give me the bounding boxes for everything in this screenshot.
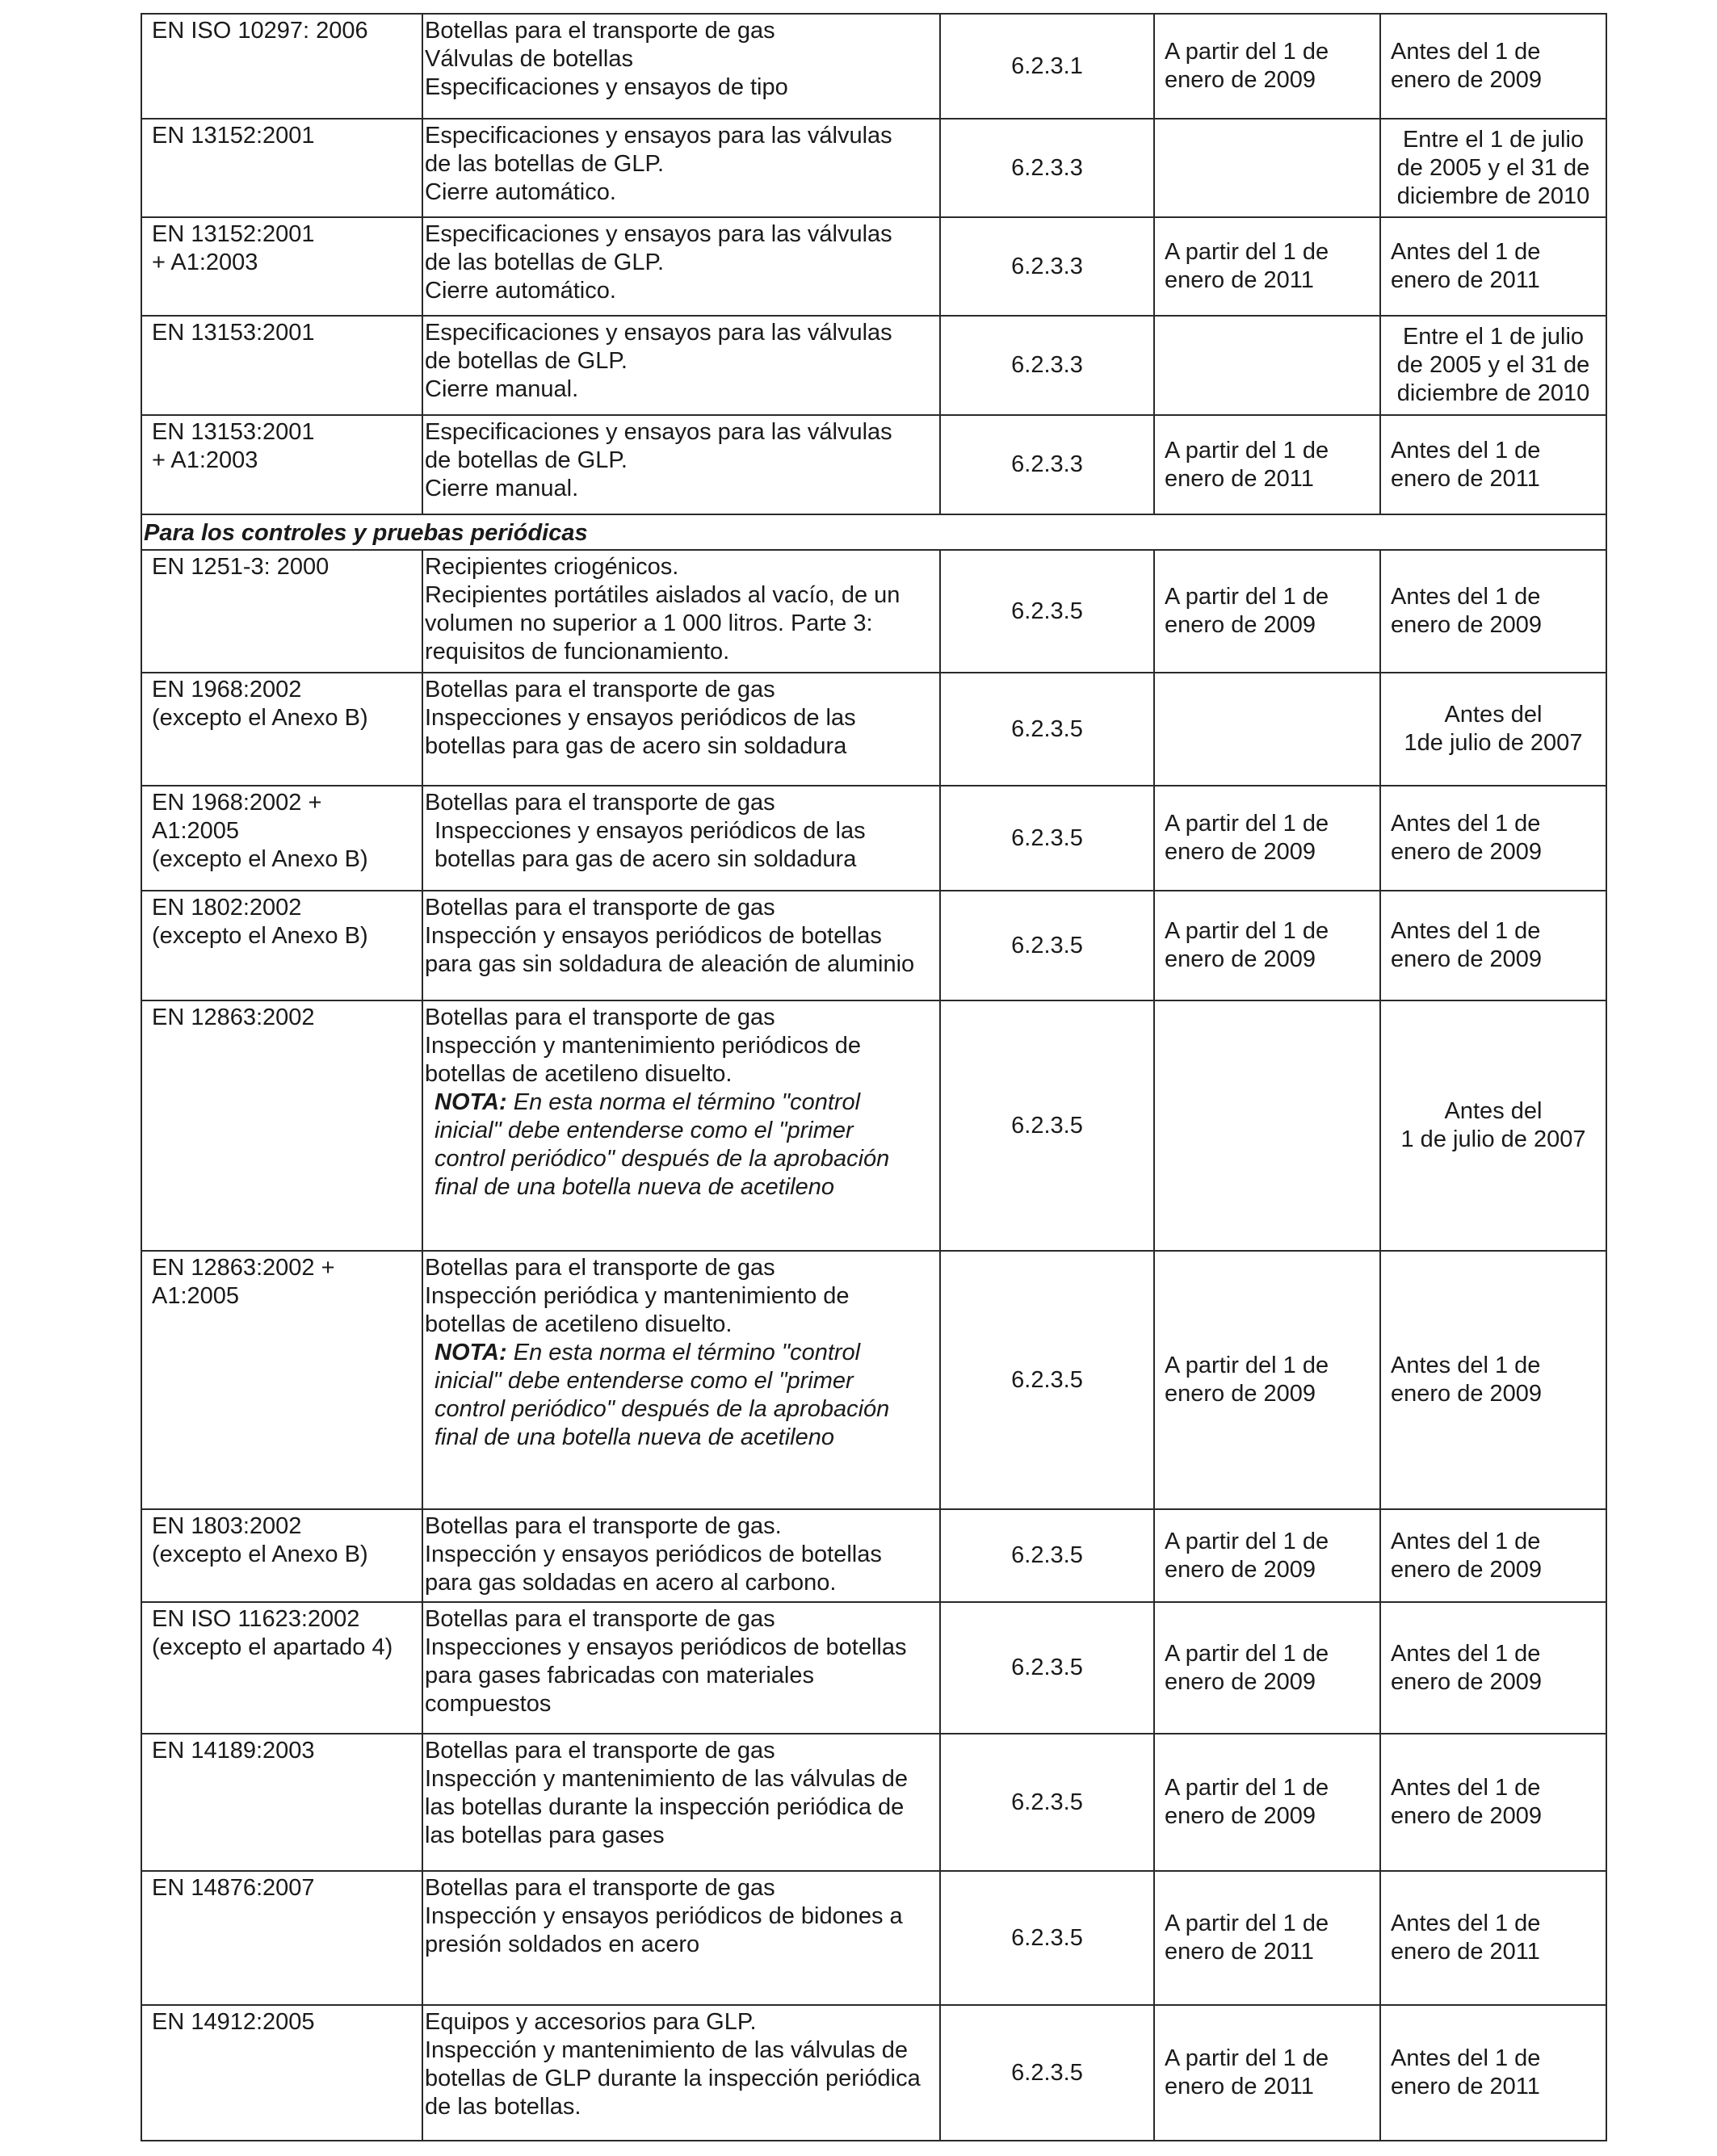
title-cell — [422, 891, 940, 1000]
title-line: Inspecciones y ensayos periódicos de botellas — [425, 1634, 907, 1660]
applicable-until-cell — [1380, 1251, 1606, 1509]
cell-line: A1:2005 — [152, 818, 240, 844]
table-row — [141, 550, 1606, 673]
title-line: Botellas para el transporte de gas — [425, 18, 775, 44]
standard-cell — [141, 1871, 422, 2005]
cell-line: A partir del 1 de — [1165, 918, 1329, 944]
applicable-from-cell — [1154, 1509, 1380, 1602]
standard-cell — [141, 2005, 422, 2141]
title-line: Botellas para el transporte de gas — [425, 1005, 775, 1030]
cell-line: + A1:2003 — [152, 250, 258, 275]
cell-line: EN 1968:2002 + — [152, 790, 322, 816]
section-heading: Para los controles y pruebas periódicas — [141, 514, 1606, 550]
table-row — [141, 673, 1606, 786]
title-line: Inspecciones y ensayos periódicos de las — [434, 818, 866, 844]
cell-line: EN 12863:2002 + — [152, 1255, 335, 1281]
title-line: Inspección y mantenimiento de las válvulas de — [425, 1766, 909, 1792]
table-row — [141, 119, 1606, 217]
note-label: NOTA: — [434, 1340, 507, 1365]
title-line: Especificaciones y ensayos para las válvulas — [425, 419, 892, 445]
title-line: Recipientes portátiles aislados al vacío, de un — [425, 582, 900, 608]
cell-line: de 2005 y el 31 de — [1396, 352, 1590, 378]
standard-cell — [141, 316, 422, 415]
cell-line: enero de 2009 — [1165, 1668, 1316, 1695]
title-line: Especificaciones y ensayos para las válvulas — [425, 221, 892, 247]
title-line: para gas sin soldadura de aleación de aluminio — [425, 951, 915, 977]
cell-line: Antes del — [1444, 702, 1543, 728]
standard-cell — [141, 550, 422, 673]
cell-line: A partir del 1 de — [1165, 39, 1329, 65]
cell-line: A partir del 1 de — [1165, 437, 1329, 463]
standard-cell — [141, 1602, 422, 1734]
cell-line: A partir del 1 de — [1165, 1640, 1329, 1667]
cell-line: A partir del 1 de — [1165, 584, 1329, 610]
cell-line: A partir del 1 de — [1165, 239, 1329, 265]
cell-line: EN 1802:2002 — [152, 895, 302, 921]
standard-cell — [141, 119, 422, 217]
applicable-until-cell — [1380, 1602, 1606, 1734]
title-line: Especificaciones y ensayos para las válvulas — [425, 123, 892, 149]
cell-line: diciembre de 2010 — [1396, 380, 1590, 406]
cell-line: enero de 2011 — [1391, 2074, 1540, 2099]
title-cell — [422, 217, 940, 316]
applicable-from-cell — [1154, 2005, 1380, 2141]
reference-cell: 6.2.3.5 — [940, 1602, 1154, 1734]
applicable-from-cell — [1154, 1251, 1380, 1509]
title-line: Inspección y ensayos periódicos de botellas — [425, 923, 882, 949]
cell-line: enero de 2009 — [1165, 1556, 1316, 1583]
table-row — [141, 217, 1606, 316]
title-line: botellas de acetileno disuelto. — [425, 1061, 733, 1087]
cell-line: enero de 2011 — [1165, 2074, 1314, 2099]
cell-line: Antes del 1 de — [1391, 39, 1541, 65]
title-line: Botellas para el transporte de gas — [425, 1606, 775, 1632]
cell-line: EN 12863:2002 — [152, 1005, 315, 1030]
cell-line: enero de 2009 — [1391, 839, 1543, 865]
table-row — [141, 415, 1606, 514]
reference-cell: 6.2.3.5 — [940, 1000, 1154, 1251]
reference-cell: 6.2.3.1 — [940, 14, 1154, 119]
cell-line: enero de 2009 — [1165, 612, 1316, 638]
note-line: inicial" debe entenderse como el "primer — [434, 1118, 854, 1143]
note-line — [425, 1088, 934, 1117]
table-body — [141, 14, 1606, 2141]
title-line: Inspección y ensayos periódicos de botellas — [425, 1541, 882, 1567]
note-line: control periódico" después de la aprobación — [434, 1146, 890, 1172]
note-line: control periódico" después de la aprobación — [434, 1396, 890, 1422]
cell-line: Antes del 1 de — [1391, 1640, 1541, 1667]
cell-line: (excepto el Anexo B) — [152, 1541, 368, 1567]
title-cell — [422, 14, 940, 119]
title-line: Especificaciones y ensayos de tipo — [425, 74, 788, 100]
cell-line: Antes del 1 de — [1391, 584, 1541, 610]
title-line: Cierre automático. — [425, 278, 616, 304]
cell-line: EN 13153:2001 — [152, 320, 315, 346]
cell-line: enero de 2009 — [1391, 1381, 1543, 1407]
applicable-from-cell — [1154, 1871, 1380, 2005]
title-line: botellas para gas de acero sin soldadura — [425, 733, 847, 759]
note-line: final de una botella nueva de acetileno — [434, 1174, 834, 1200]
cell-line: (excepto el Anexo B) — [152, 705, 368, 731]
title-cell — [422, 673, 940, 786]
title-line: Botellas para el transporte de gas — [425, 1875, 775, 1901]
reference-cell: 6.2.3.5 — [940, 786, 1154, 891]
cell-line: Antes del 1 de — [1391, 1353, 1541, 1378]
cell-line: enero de 2009 — [1165, 839, 1316, 865]
applicable-until-cell — [1380, 14, 1606, 119]
title-line: Botellas para el transporte de gas. — [425, 1513, 782, 1539]
reference-cell: 6.2.3.5 — [940, 1251, 1154, 1509]
standard-cell — [141, 1251, 422, 1509]
cell-line: EN 13153:2001 — [152, 419, 315, 445]
title-line: botellas de acetileno disuelto. — [425, 1311, 733, 1337]
title-cell — [422, 415, 940, 514]
reference-cell: 6.2.3.5 — [940, 891, 1154, 1000]
title-line: de las botellas de GLP. — [425, 151, 665, 177]
title-line: botellas de GLP durante la inspección periódica — [425, 2066, 921, 2091]
title-line: de botellas de GLP. — [425, 447, 628, 473]
reference-cell: 6.2.3.3 — [940, 316, 1154, 415]
table-row — [141, 1000, 1606, 1251]
reference-cell: 6.2.3.5 — [940, 2005, 1154, 2141]
title-line: Inspección y ensayos periódicos de bidones a — [425, 1903, 903, 1929]
cell-line: EN 1803:2002 — [152, 1513, 302, 1539]
title-cell — [422, 1509, 940, 1602]
cell-line: EN 1251-3: 2000 — [152, 554, 330, 580]
applicable-until-cell — [1380, 891, 1606, 1000]
applicable-until-cell — [1380, 1000, 1606, 1251]
title-line: compuestos — [425, 1691, 552, 1717]
title-cell — [422, 1251, 940, 1509]
note-line: inicial" debe entenderse como el "primer — [434, 1368, 854, 1394]
cell-line: enero de 2009 — [1165, 67, 1316, 93]
cell-line: Antes del 1 de — [1391, 239, 1541, 265]
cell-line: (excepto el Anexo B) — [152, 923, 368, 949]
title-line: las botellas para gases — [425, 1823, 665, 1848]
title-line: Válvulas de botellas — [425, 46, 633, 72]
standard-cell — [141, 1509, 422, 1602]
title-cell — [422, 1871, 940, 2005]
applicable-until-cell — [1380, 217, 1606, 316]
applicable-from-cell — [1154, 415, 1380, 514]
cell-line: enero de 2009 — [1165, 1803, 1316, 1829]
note-label: NOTA: — [434, 1089, 507, 1115]
applicable-from-cell — [1154, 550, 1380, 673]
title-cell — [422, 786, 940, 891]
cell-line: A partir del 1 de — [1165, 811, 1329, 837]
cell-line: enero de 2009 — [1165, 1381, 1316, 1407]
cell-line: Antes del 1 de — [1391, 1775, 1541, 1801]
cell-line: EN 13152:2001 — [152, 123, 315, 149]
cell-line: enero de 2011 — [1391, 465, 1540, 492]
standard-cell — [141, 1734, 422, 1871]
applicable-until-cell — [1380, 1871, 1606, 2005]
cell-line: Antes del 1 de — [1391, 2045, 1541, 2071]
applicable-from-cell — [1154, 891, 1380, 1000]
title-line: botellas para gas de acero sin soldadura — [434, 846, 857, 872]
cell-line: enero de 2011 — [1391, 1939, 1540, 1965]
applicable-until-cell — [1380, 415, 1606, 514]
applicable-until-cell — [1380, 316, 1606, 415]
applicable-until-cell — [1380, 786, 1606, 891]
title-line: presión soldados en acero — [425, 1932, 700, 1957]
table-row — [141, 2005, 1606, 2141]
standard-cell — [141, 891, 422, 1000]
cell-line: (excepto el apartado 4) — [152, 1634, 393, 1660]
note-line: final de una botella nueva de acetileno — [434, 1424, 834, 1450]
standard-cell — [141, 217, 422, 316]
reference-cell: 6.2.3.5 — [940, 1509, 1154, 1602]
note-line — [425, 1339, 934, 1367]
cell-line: A1:2005 — [152, 1283, 240, 1309]
applicable-from-cell — [1154, 1602, 1380, 1734]
cell-line: A partir del 1 de — [1165, 2045, 1329, 2071]
cell-line: Antes del 1 de — [1391, 918, 1541, 944]
applicable-until-cell — [1380, 2005, 1606, 2141]
section-row — [141, 514, 1606, 550]
cell-line: EN 14876:2007 — [152, 1875, 315, 1901]
cell-line: A partir del 1 de — [1165, 1353, 1329, 1378]
reference-cell: 6.2.3.5 — [940, 673, 1154, 786]
title-line: Botellas para el transporte de gas — [425, 1255, 775, 1281]
cell-line: enero de 2009 — [1391, 612, 1543, 638]
title-line: Equipos y accesorios para GLP. — [425, 2009, 757, 2035]
table-row — [141, 786, 1606, 891]
cell-line: enero de 2009 — [1391, 1803, 1543, 1829]
standard-cell — [141, 1000, 422, 1251]
cell-line: EN 14912:2005 — [152, 2009, 315, 2035]
title-cell — [422, 2005, 940, 2141]
standard-cell — [141, 415, 422, 514]
standards-table — [141, 13, 1607, 2141]
cell-line: enero de 2009 — [1391, 1668, 1543, 1695]
table-row — [141, 1509, 1606, 1602]
cell-line: enero de 2011 — [1165, 267, 1314, 293]
title-cell — [422, 1602, 940, 1734]
standard-cell — [141, 786, 422, 891]
applicable-from-cell — [1154, 217, 1380, 316]
table-row — [141, 1251, 1606, 1509]
table-row — [141, 316, 1606, 415]
title-line: Especificaciones y ensayos para las válvulas — [425, 320, 892, 346]
title-line: para gases fabricadas con materiales — [425, 1663, 814, 1688]
title-line: Inspecciones y ensayos periódicos de las — [425, 705, 856, 731]
cell-line: A partir del 1 de — [1165, 1911, 1329, 1936]
title-line: Inspección y mantenimiento periódicos de — [425, 1033, 862, 1059]
cell-line: EN 14189:2003 — [152, 1738, 315, 1764]
standard-cell — [141, 14, 422, 119]
title-line: Cierre automático. — [425, 179, 616, 205]
reference-cell: 6.2.3.5 — [940, 1871, 1154, 2005]
applicable-until-cell — [1380, 1734, 1606, 1871]
title-line: Botellas para el transporte de gas — [425, 1738, 775, 1764]
title-cell — [422, 119, 940, 217]
applicable-from-cell — [1154, 14, 1380, 119]
cell-line: EN 13152:2001 — [152, 221, 315, 247]
cell-line: EN ISO 11623:2002 — [152, 1606, 360, 1632]
cell-line: 1 de julio de 2007 — [1400, 1126, 1586, 1152]
cell-line: Antes del — [1444, 1098, 1543, 1124]
applicable-from-cell — [1154, 119, 1380, 217]
table-row — [141, 14, 1606, 119]
title-line: las botellas durante la inspección periódica de — [425, 1794, 905, 1820]
table-row — [141, 891, 1606, 1000]
title-cell — [422, 550, 940, 673]
title-line: Recipientes criogénicos. — [425, 554, 679, 580]
reference-cell: 6.2.3.3 — [940, 217, 1154, 316]
cell-line: A partir del 1 de — [1165, 1528, 1329, 1554]
cell-line: enero de 2009 — [1391, 1556, 1543, 1583]
applicable-from-cell — [1154, 316, 1380, 415]
title-line: de botellas de GLP. — [425, 348, 628, 374]
title-cell — [422, 1000, 940, 1251]
note-text: En esta norma el término "control — [506, 1340, 861, 1365]
cell-line: Entre el 1 de julio — [1402, 324, 1585, 350]
table-row — [141, 1602, 1606, 1734]
cell-line: Antes del 1 de — [1391, 1528, 1541, 1554]
title-line: Botellas para el transporte de gas — [425, 895, 775, 921]
cell-line: enero de 2009 — [1391, 67, 1543, 93]
applicable-until-cell — [1380, 673, 1606, 786]
table-row — [141, 1734, 1606, 1871]
standard-cell — [141, 673, 422, 786]
table-row — [141, 1871, 1606, 2005]
title-line: Cierre manual. — [425, 376, 579, 402]
cell-line: enero de 2011 — [1391, 267, 1540, 293]
cell-line: + A1:2003 — [152, 447, 258, 473]
title-line: para gas soldadas en acero al carbono. — [425, 1570, 837, 1596]
cell-line: enero de 2011 — [1165, 1939, 1314, 1965]
title-line: Botellas para el transporte de gas — [425, 790, 775, 816]
cell-line: enero de 2011 — [1165, 465, 1314, 492]
cell-line: A partir del 1 de — [1165, 1775, 1329, 1801]
cell-line: Entre el 1 de julio — [1402, 126, 1585, 153]
title-line: Cierre manual. — [425, 476, 579, 501]
cell-line: EN 1968:2002 — [152, 677, 302, 703]
reference-cell: 6.2.3.3 — [940, 415, 1154, 514]
note-text: En esta norma el término "control — [506, 1089, 861, 1115]
title-line: Inspección periódica y mantenimiento de — [425, 1283, 850, 1309]
reference-cell: 6.2.3.5 — [940, 1734, 1154, 1871]
title-line: Botellas para el transporte de gas — [425, 677, 775, 703]
title-cell — [422, 316, 940, 415]
applicable-from-cell — [1154, 1734, 1380, 1871]
reference-cell: 6.2.3.3 — [940, 119, 1154, 217]
applicable-from-cell — [1154, 673, 1380, 786]
cell-line: Antes del 1 de — [1391, 811, 1541, 837]
title-line: de las botellas. — [425, 2094, 581, 2120]
title-line: de las botellas de GLP. — [425, 250, 665, 275]
title-line: requisitos de funcionamiento. — [425, 639, 730, 665]
cell-line: EN ISO 10297: 2006 — [152, 18, 368, 44]
cell-line: Antes del 1 de — [1391, 1911, 1541, 1936]
cell-line: enero de 2009 — [1165, 946, 1316, 972]
applicable-until-cell — [1380, 119, 1606, 217]
cell-line: diciembre de 2010 — [1396, 182, 1590, 209]
applicable-until-cell — [1380, 550, 1606, 673]
cell-line: de 2005 y el 31 de — [1396, 154, 1590, 181]
applicable-until-cell — [1380, 1509, 1606, 1602]
title-line: volumen no superior a 1 000 litros. Parte 3: — [425, 610, 873, 636]
applicable-from-cell — [1154, 1000, 1380, 1251]
cell-line: Antes del 1 de — [1391, 437, 1541, 463]
applicable-from-cell — [1154, 786, 1380, 891]
cell-line: enero de 2009 — [1391, 946, 1543, 972]
reference-cell: 6.2.3.5 — [940, 550, 1154, 673]
cell-line: (excepto el Anexo B) — [152, 846, 368, 872]
title-line: Inspección y mantenimiento de las válvulas de — [425, 2037, 909, 2063]
cell-line: 1de julio de 2007 — [1404, 730, 1583, 756]
title-cell — [422, 1734, 940, 1871]
